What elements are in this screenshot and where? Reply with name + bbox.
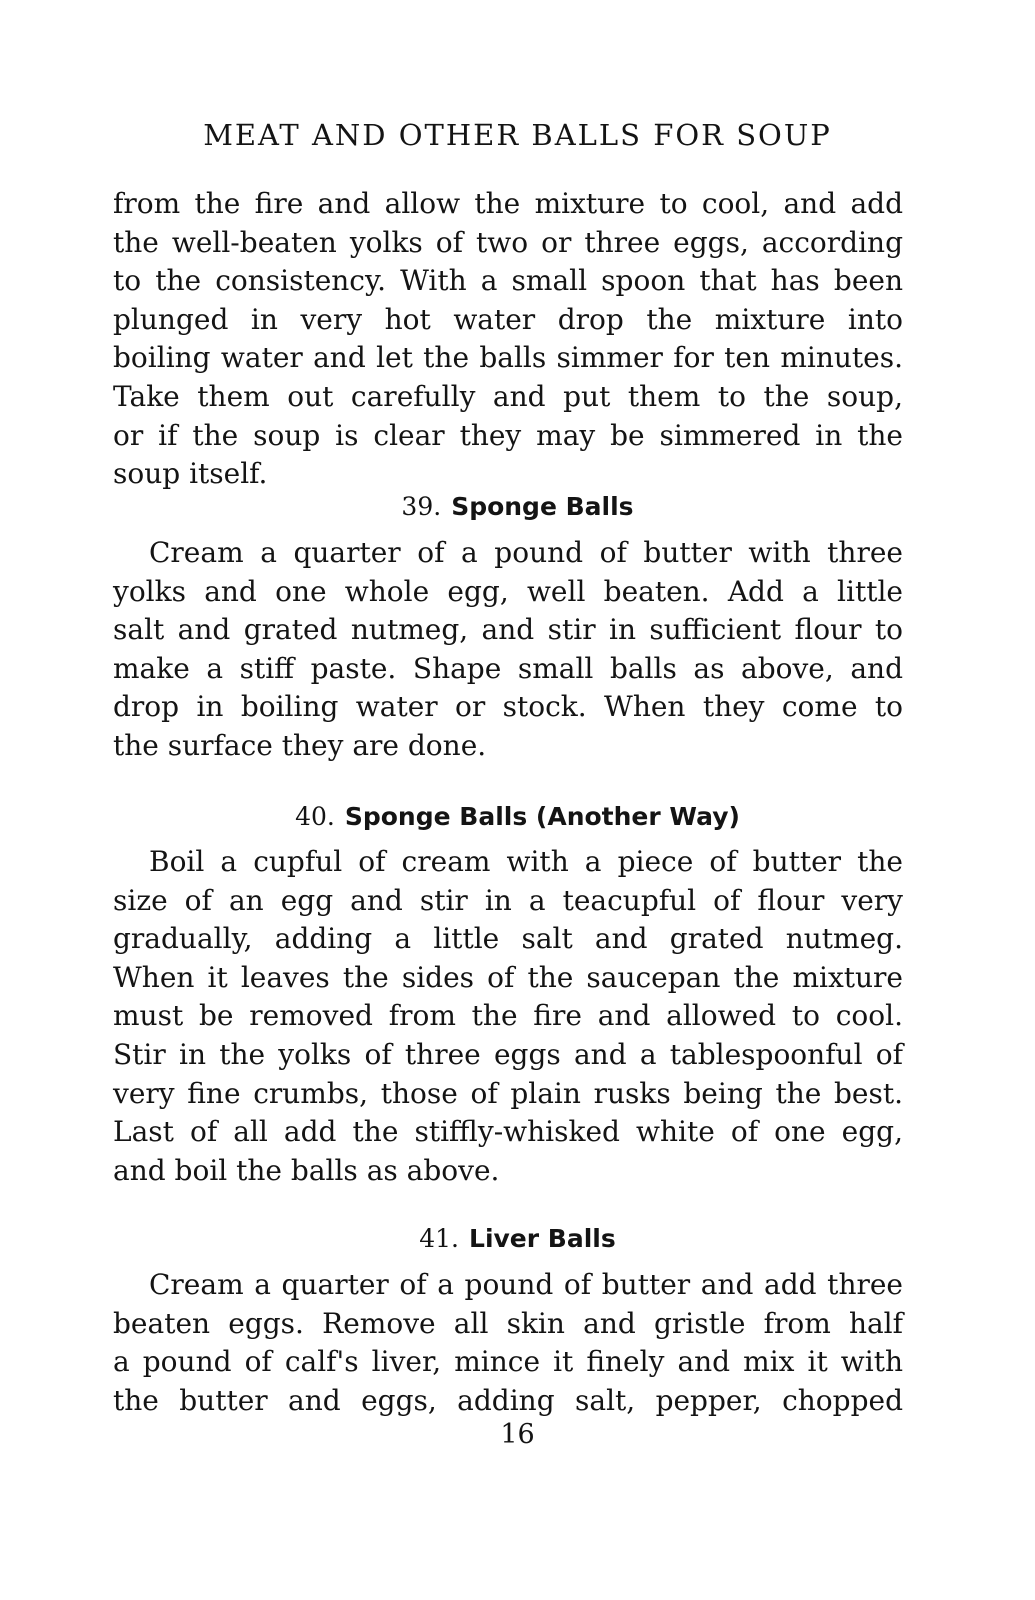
text-line: yolks and one whole egg, well beaten. Add a little: [113, 574, 903, 608]
continuation-paragraph: [113, 185, 903, 494]
text-line: soup itself.: [113, 457, 268, 491]
recipe-paragraph: [113, 1266, 903, 1420]
text-line: make a stiff paste. Shape small balls as above, and: [113, 651, 903, 685]
recipe-title: Sponge Balls: [451, 492, 634, 521]
text-line: very fine crumbs, those of plain rusks being the best.: [113, 1076, 903, 1110]
text-line: Boil a cupful of cream with a piece of butter the: [149, 845, 903, 878]
text-line: Stir in the yolks of three eggs and a tablespoonful of: [113, 1037, 903, 1071]
recipe-number: 39.: [401, 492, 442, 521]
text-line: from the fire and allow the mixture to cool, and add: [113, 187, 903, 220]
text-line: the butter and eggs, adding salt, pepper, chopped: [113, 1383, 903, 1417]
text-line: must be removed from the fire and allowed to cool.: [113, 999, 903, 1033]
text-line: Take them out carefully and put them to the soup,: [113, 379, 903, 413]
text-line: salt and grated nutmeg, and stir in sufficient flour to: [113, 613, 903, 647]
text-line: Cream a quarter of a pound of butter with three: [149, 536, 903, 569]
recipe-title: Sponge Balls (Another Way): [344, 802, 740, 831]
recipe-paragraph: [113, 534, 903, 766]
text-line: and boil the balls as above.: [113, 1153, 500, 1187]
recipe-paragraph: [113, 843, 903, 1190]
page-number: 16: [500, 1419, 535, 1450]
text-line: the surface they are done.: [113, 728, 487, 762]
text-line: to the consistency. With a small spoon that has been: [113, 264, 903, 298]
running-head: MEAT AND OTHER BALLS FOR SOUP: [203, 118, 832, 152]
text-line: a pound of calf's liver, mince it finely and mix it with: [113, 1345, 903, 1379]
recipe-heading: [0, 1222, 1035, 1256]
recipe-title: Liver Balls: [469, 1224, 616, 1253]
text-line: drop in boiling water or stock. When they come to: [113, 690, 903, 724]
recipe-heading: [0, 800, 1035, 834]
text-line: or if the soup is clear they may be simmered in the: [113, 418, 903, 452]
text-line: Cream a quarter of a pound of butter and add three: [149, 1268, 903, 1301]
recipe-number: 41.: [419, 1224, 460, 1253]
text-line: Last of all add the stiffly-whisked white of one egg,: [113, 1115, 903, 1149]
text-line: gradually, adding a little salt and grated nutmeg.: [113, 922, 903, 956]
text-line: When it leaves the sides of the saucepan the mixture: [113, 960, 903, 994]
text-line: plunged in very hot water drop the mixture into: [113, 302, 903, 336]
text-line: size of an egg and stir in a teacupful of flour very: [113, 883, 903, 917]
text-line: beaten eggs. Remove all skin and gristle from half: [113, 1306, 903, 1340]
recipe-number: 40.: [295, 802, 335, 831]
text-line: boiling water and let the balls simmer for ten minutes.: [113, 341, 903, 375]
text-line: the well-beaten yolks of two or three eggs, according: [113, 225, 903, 259]
recipe-heading: [0, 490, 1035, 524]
